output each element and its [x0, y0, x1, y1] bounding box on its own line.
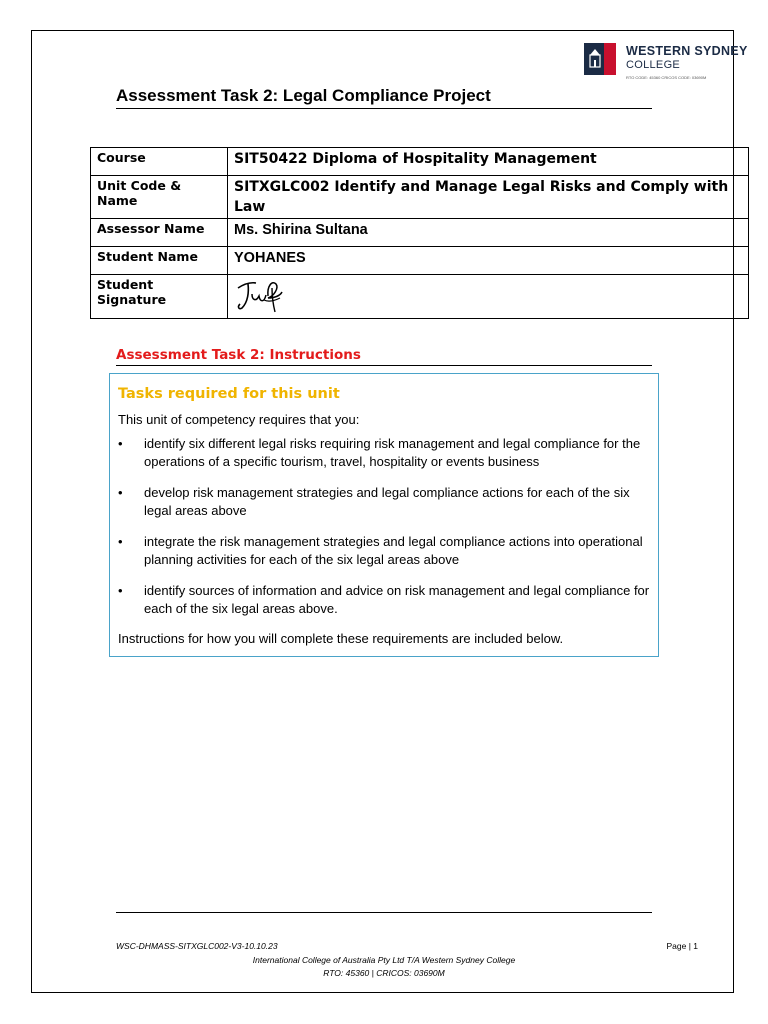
row-label: Unit Code & Name — [91, 176, 228, 219]
table-row — [91, 247, 749, 275]
footer-doc-code: WSC-DHMASS-SITXGLC002-V3-10.10.23 — [116, 941, 278, 951]
logo-mark-icon — [584, 43, 616, 75]
footer-company: International College of Australia Pty Ltd T/A Western Sydney College — [252, 955, 516, 965]
assessor-value: Ms. Shirina Sultana — [228, 219, 749, 247]
signature-cell — [228, 275, 749, 319]
row-label: Student Signature — [91, 275, 228, 319]
row-label: Course — [91, 148, 228, 176]
unit-value: SITXGLC002 Identify and Manage Legal Risks and Comply with Law — [228, 176, 749, 219]
list-item: • identify sources of information and advice on risk management and legal compliance for each of the six legal areas above. — [118, 583, 650, 616]
row-label: Assessor Name — [91, 219, 228, 247]
bullet-icon: • — [118, 534, 123, 549]
footer-rule — [116, 912, 652, 913]
list-item: • integrate the risk management strategies and legal compliance actions into operational planning activities for each of the six legal areas above — [118, 534, 643, 567]
bullet-icon: • — [118, 436, 123, 451]
bullet-icon: • — [118, 583, 123, 598]
tasks-intro: This unit of competency requires that you: — [118, 412, 360, 427]
tasks-box — [109, 373, 659, 657]
instructions-heading: Assessment Task 2: Instructions — [116, 347, 361, 363]
course-value: SIT50422 Diploma of Hospitality Management — [228, 148, 749, 176]
assessment-details-table — [90, 147, 749, 319]
table-row — [91, 148, 749, 176]
bullet-icon: • — [118, 485, 123, 500]
document-title: Assessment Task 2: Legal Compliance Project — [116, 86, 491, 105]
tasks-outro: Instructions for how you will complete these requirements are included below. — [118, 631, 564, 646]
table-row — [91, 219, 749, 247]
list-item: • develop risk management strategies and legal compliance actions for each of the six legal areas above — [118, 485, 630, 518]
instructions-rule — [116, 365, 652, 366]
footer-page-number: Page | 1 — [666, 941, 698, 951]
list-item: • identify six different legal risks requiring risk management and legal compliance for the operations of a specific tourism, travel, hospitality or events business — [118, 436, 641, 469]
table-row — [91, 176, 749, 219]
logo-fine-print: RTO CODE: 45360 CRICOS CODE: 03690M — [626, 75, 707, 80]
student-name-value: YOHANES — [228, 247, 749, 275]
college-logo — [584, 43, 748, 87]
row-label: Student Name — [91, 247, 228, 275]
logo-title: WESTERN SYDNEY — [626, 44, 748, 58]
table-row — [91, 275, 749, 319]
footer-registration: RTO: 45360 | CRICOS: 03690M — [323, 968, 445, 978]
title-rule — [116, 108, 652, 109]
tasks-box-title: Tasks required for this unit — [118, 386, 340, 402]
requirements-list — [118, 435, 650, 618]
signature-image — [234, 276, 286, 314]
logo-subtitle: COLLEGE — [626, 59, 681, 71]
